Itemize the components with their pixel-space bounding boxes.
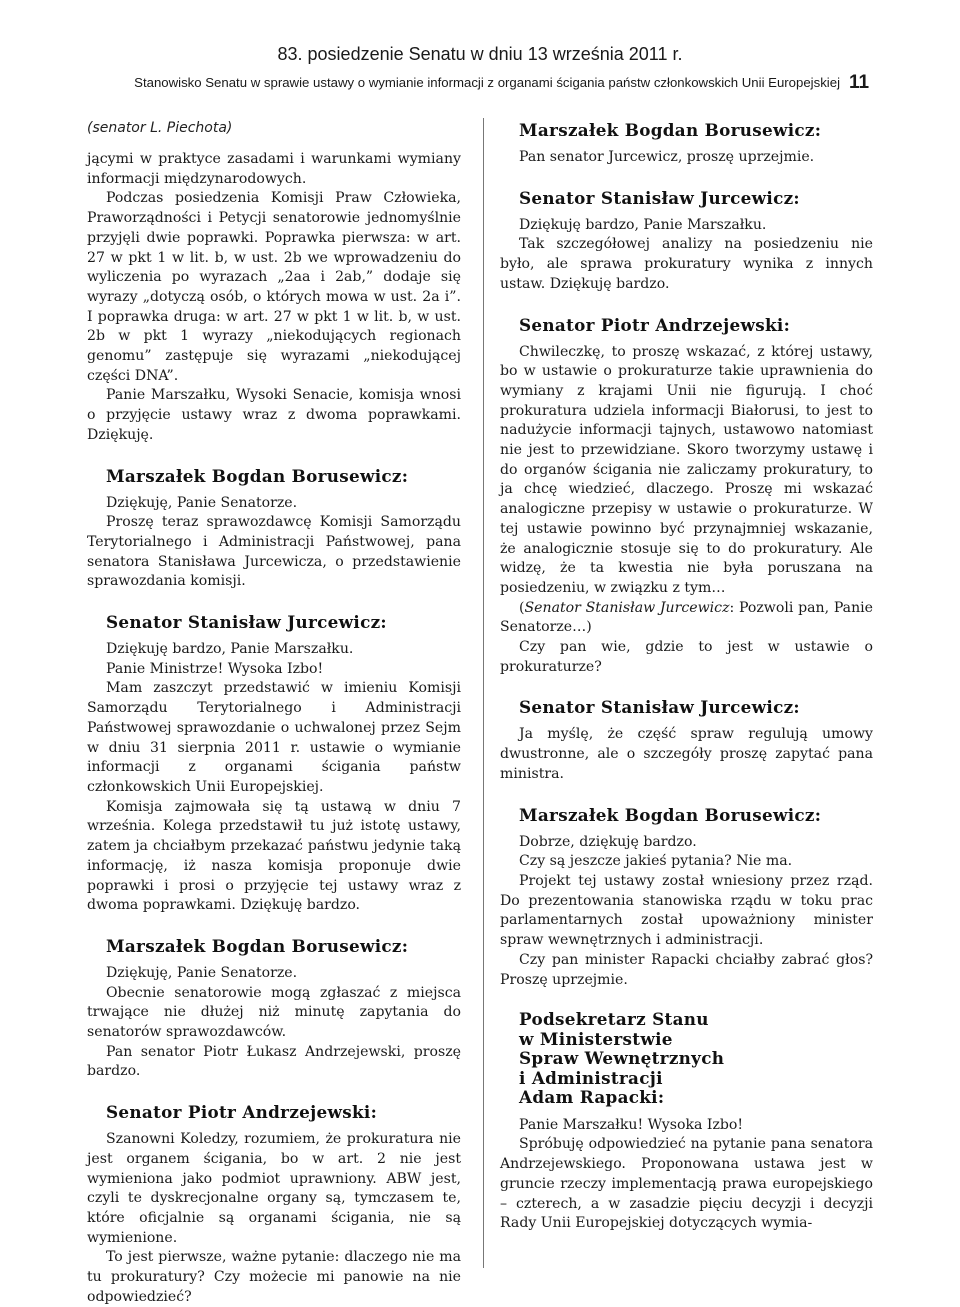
paragraph: Czy pan minister Rapacki chciałby zabrać głos? Proszę uprzejmie.	[500, 951, 873, 988]
speaker-heading-line: Podsekretarz Stanu	[519, 1009, 709, 1030]
speaker-heading: Senator Piotr Andrzejewski:	[106, 1102, 378, 1123]
interjection-speaker: Senator Stanisław Jurcewicz	[524, 599, 730, 616]
paragraph: Pan senator Piotr Łukasz Andrzejewski, proszę bardzo.	[87, 1043, 461, 1080]
paragraph: Komisja zajmowała się tą ustawą w dniu 7 września. Kolega przedstawił tu już istotę ustawy, zatem ja chciałbym przekazać państwu jedynie taką informację, iż nasza komisja proponuje dwie poprawki i prosi o przyjęcie tej ustawy wraz z dwoma poprawkami. Dziękuję bardzo.	[87, 798, 461, 914]
paragraph: Chwileczkę, to proszę wskazać, z której ustawy, bo w ustawie o prokuraturze takie uprawnienia do wymiany z krajami Unii nie figurują. I choć prokuratura udziela informacji Białorusi, to jest to nadużycie informacji tajnych, ustawowo natomiast nie jest to przewidziane. Skoro tworzymy ustawę i do organów ścigania nie zaliczamy prokuratury, to ja chcę wiedzieć, dlaczego. Proszę mi wskazać analogiczne przepisy w ustawie o prokuraturze. W tej ustawie powinno być przynajmniej wskazanie, że analogicznie stosuje się to do prokuratury. Ale widzę, że ta kwestia nie była poruszana na posiedzeniu, w związku z tym…	[500, 343, 873, 596]
speaker-heading: Marszałek Bogdan Borusewicz:	[106, 935, 409, 956]
paragraph: Dziękuję bardzo, Panie Marszałku.	[106, 641, 354, 658]
paragraph: Panie Marszałku! Wysoka Izbo!	[519, 1116, 744, 1133]
paragraph: Obecnie senatorowie mogą zgłaszać z miejsca trwające nie dłużej niż minutę zapytania do senatorów sprawozdawców.	[87, 984, 461, 1041]
interjection-paragraph	[500, 599, 873, 638]
page-number: 11	[849, 72, 870, 93]
speaker-heading: Senator Stanisław Jurcewicz:	[519, 697, 800, 718]
speaker-marker: (senator L. Piechota)	[87, 120, 233, 136]
speaker-heading: Marszałek Bogdan Borusewicz:	[519, 804, 822, 825]
speaker-heading: Senator Piotr Andrzejewski:	[519, 314, 791, 335]
paragraph: Czy pan wie, gdzie to jest w ustawie o prokuraturze?	[500, 639, 873, 675]
speaker-heading: Marszałek Bogdan Borusewicz:	[519, 120, 822, 140]
paragraph: Spróbuję odpowiedzieć na pytanie pana senatora Andrzejewskiego. Proponowana ustawa jest w gruncie rzeczy implementacją prawa europejskiego – czterech, a w zasadzie pięciu decyzji i decyzji Rady Unii Europejskiej dotyczących wymia-	[500, 1136, 873, 1232]
paragraph: To jest pierwsze, ważne pytanie: dlaczego nie ma tu prokuratury? Czy możecie mi panowie na nie odpowiedzieć?	[87, 1249, 461, 1305]
paragraph: jącymi w praktyce zasadami i warunkami wymiany informacji międzynarodowych.	[87, 151, 461, 187]
paragraph: Pan senator Jurcewicz, proszę uprzejmie.	[519, 149, 815, 165]
paragraph: Proszę teraz sprawozdawcę Komisji Samorządu Terytorialnego i Administracji Państwowej, pana senatora Stanisława Jurcewicza, o przedstawienie sprawozdania komisji.	[87, 514, 461, 590]
paragraph: Dziękuję, Panie Senatorze.	[106, 964, 298, 981]
speaker-heading-multiline	[519, 1010, 873, 1108]
interjection-open: (	[519, 599, 525, 616]
speaker-heading-line: Spraw Wewnętrznych	[519, 1048, 725, 1069]
speaker-heading-line: w Ministerstwie	[519, 1028, 673, 1049]
paragraph: Panie Marszałku, Wysoki Senacie, komisja wnosi o przyjęcie ustawy wraz z dwoma poprawkami. Dziękuję.	[87, 387, 461, 443]
paragraph: Panie Ministrze! Wysoka Izbo!	[106, 660, 324, 677]
left-column	[87, 120, 461, 1307]
paragraph: Mam zaszczyt przedstawić w imieniu Komisji Samorządu Terytorialnego i Administracji Państwowej sprawozdanie o uchwalonej przez Sejm w dniu 31 sierpnia 2011 r. ustawie o wymianie informacji z organami ścigania państw członkowskich Unii Europejskiej.	[87, 680, 461, 795]
paragraph: Dobrze, dziękuję bardzo.	[519, 833, 697, 850]
speaker-heading: Senator Stanisław Jurcewicz:	[519, 187, 800, 208]
paragraph: Czy są jeszcze jakieś pytania? Nie ma.	[519, 853, 793, 870]
running-header-subtitle: Stanowisko Senatu w sprawie ustawy o wymianie informacji z organami ścigania państw członkowskich Unii Europejskiej	[134, 75, 840, 90]
paragraph: Projekt tej ustawy został wniesiony przez rząd. Do prezentowania stanowiska rządu w toku prac parlamentarnych został upoważniony minister spraw wewnętrznych i administracji.	[500, 872, 873, 949]
speaker-heading: Senator Stanisław Jurcewicz:	[106, 612, 387, 633]
interjection-text: : Pozwoli pan, Panie Senatorze…)	[500, 599, 874, 636]
paragraph: Ja myślę, że część spraw regulują umowy dwustronne, ale o szczegóły proszę zapytać pana ministra.	[500, 726, 873, 782]
running-header-session: 83. posiedzenie Senatu w dniu 13 września 2011 r.	[277, 44, 683, 64]
paragraph: Tak szczegółowej analizy na posiedzeniu nie było, ale sprawa prokuratury wynika z innych ustaw. Dziękuję bardzo.	[500, 236, 873, 292]
speaker-heading-line: Adam Rapacki:	[519, 1087, 665, 1108]
speaker-heading-line: i Administracji	[519, 1067, 663, 1088]
paragraph: Podczas posiedzenia Komisji Praw Człowieka, Praworządności i Petycji senatorowie jednomyślnie przyjęli dwie poprawki. Poprawka pierwsza: w art. 27 w pkt 1 w lit. b, w ust. 2b we wprowadzeniu do wyliczenia po wyrazach „2aa i 2ab,” dodaje się wyrazy „dotyczą osób, o których mowa w ust. 2a i”. I poprawka druga: w art. 27 w pkt 1 w lit. b, w ust. 2b w pkt 1 wyrazy „niekodujących regionach genomu” zastępuje się wyrazami „niekodującej części DNA”.	[87, 190, 461, 384]
paragraph: Dziękuję bardzo, Panie Marszałku.	[519, 216, 767, 233]
paragraph: Szanowni Koledzy, rozumiem, że prokuratura nie jest organem ścigania, bo w art. 2 nie jest wymieniona jako podmiot uprawniony. ABW jest, czyli te dyskrecjonalne organy są, tymczasem te, które oficjalnie są organami ścigania, nie są wymienione.	[87, 1131, 461, 1246]
paragraph: Dziękuję, Panie Senatorze.	[106, 494, 298, 511]
column-divider	[483, 118, 484, 1268]
right-column	[500, 120, 873, 1234]
speaker-heading: Marszałek Bogdan Borusewicz:	[106, 465, 409, 486]
